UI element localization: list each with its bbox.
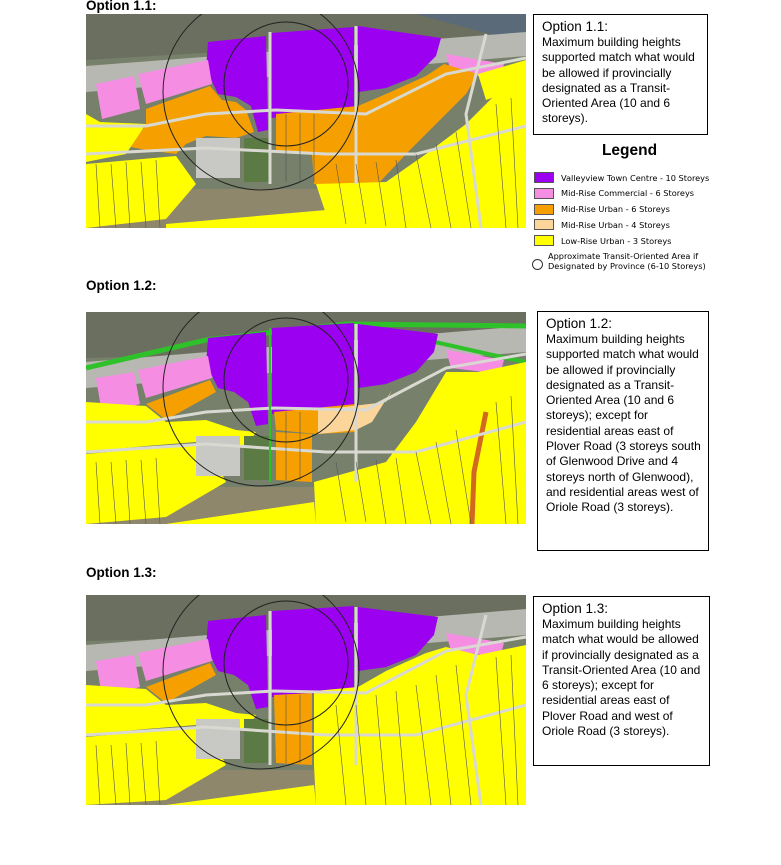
description-title: Option 1.3: bbox=[542, 601, 609, 616]
legend-label: Mid-Rise Urban - 6 Storeys bbox=[561, 204, 670, 215]
description-option-1-1 bbox=[533, 14, 708, 135]
description-text: Maximum building heights supported match what would be allowed if provincially designated as a Transit-Oriented Area (10 and 6 storeys); except for residential areas east of Plover Road (3 storeys south of Glenwood Drive and 4 storeys north of Glenwood), and residential areas west of Oriole Road (3 storeys). bbox=[546, 332, 701, 515]
map-option-1-3 bbox=[86, 595, 526, 805]
legend-item bbox=[532, 233, 727, 249]
legend bbox=[532, 142, 727, 271]
description-text: Maximum building heights match what would be allowed if provincially designated as a Transit-Oriented Area (10 and 6 storeys); except for residential areas east of Plover Road and west of Oriole Road (3 storeys). bbox=[542, 617, 701, 739]
map-option-1-2 bbox=[86, 312, 526, 524]
description-option-1-2 bbox=[537, 311, 709, 551]
description-title: Option 1.2: bbox=[546, 316, 613, 331]
legend-label: Mid-Rise Commercial - 6 Storeys bbox=[561, 188, 695, 199]
legend-item bbox=[532, 170, 727, 186]
legend-label: Low-Rise Urban - 3 Storeys bbox=[561, 235, 672, 246]
heading-option-1-3: Option 1.3: bbox=[86, 565, 157, 580]
legend-swatch bbox=[534, 219, 554, 230]
legend-item bbox=[532, 186, 727, 202]
heading-option-1-2: Option 1.2: bbox=[86, 278, 157, 293]
legend-swatch bbox=[534, 204, 554, 215]
circle-icon bbox=[532, 259, 543, 270]
map-1-1-svg bbox=[86, 14, 526, 228]
heading-option-1-1: Option 1.1: bbox=[86, 0, 157, 13]
legend-swatch bbox=[534, 172, 554, 183]
legend-item-toa-circle bbox=[532, 251, 727, 271]
legend-label: Mid-Rise Urban - 4 Storeys bbox=[561, 219, 670, 230]
description-text: Maximum building heights supported match what would be allowed if provincially designated as a Transit-Oriented Area (10 and 6 storeys). bbox=[542, 35, 695, 126]
description-title: Option 1.1: bbox=[542, 19, 609, 34]
legend-item bbox=[532, 217, 727, 233]
map-1-3-svg bbox=[86, 595, 526, 805]
legend-label: Valleyview Town Centre - 10 Storeys bbox=[561, 172, 710, 183]
legend-swatch bbox=[534, 188, 554, 199]
map-option-1-1 bbox=[86, 14, 526, 228]
legend-title: Legend bbox=[601, 142, 658, 159]
description-option-1-3 bbox=[533, 596, 710, 766]
legend-circle-label: Approximate Transit-Oriented Area if Designated by Province (6-10 Storeys) bbox=[548, 251, 706, 272]
legend-item bbox=[532, 201, 727, 217]
legend-swatch bbox=[534, 235, 554, 246]
map-1-2-svg bbox=[86, 312, 526, 524]
